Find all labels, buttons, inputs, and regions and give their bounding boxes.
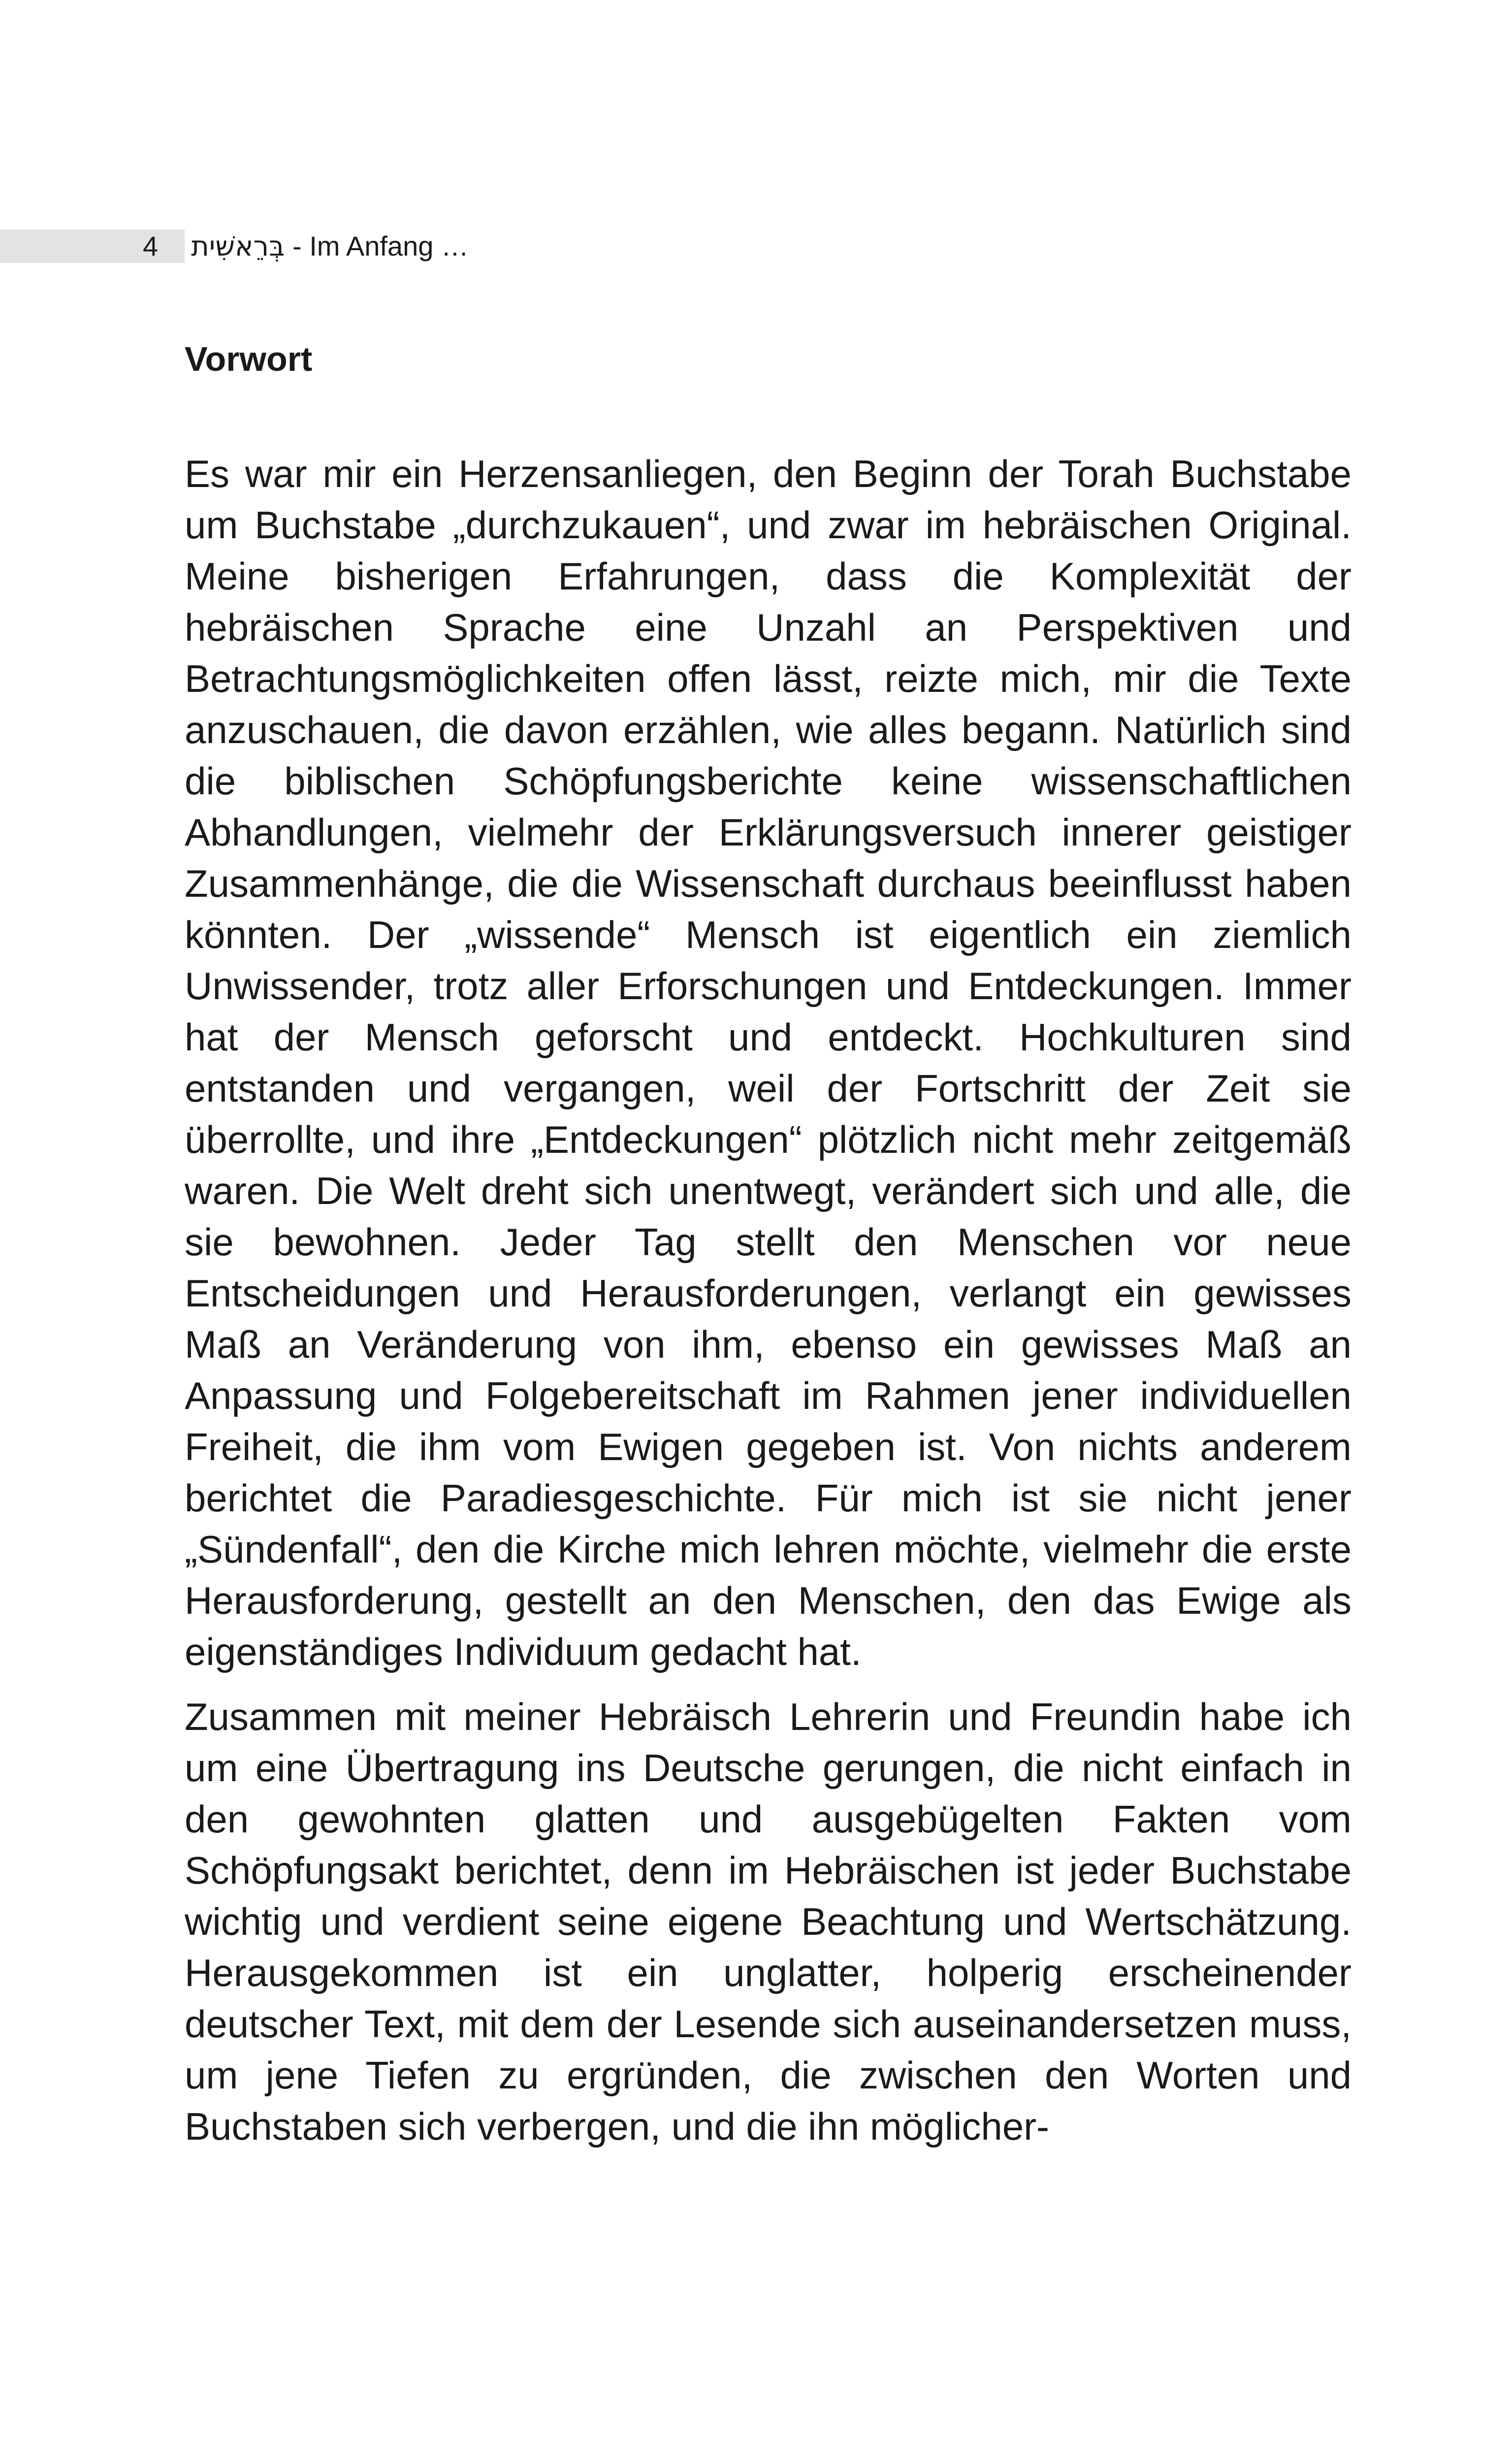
running-head xyxy=(191,229,469,263)
page-number: 4 xyxy=(143,230,159,261)
body-text xyxy=(185,448,1351,2152)
running-head-hebrew: בְּרֵאשִׁית xyxy=(191,230,285,262)
paragraph-1: Es war mir ein Herzensanliegen, den Beginn der Torah Buchstabe um Buchstabe „durchzukauen“, und zwar im hebräischen Original. Meine bisherigen Erfahrungen, dass die Komplexität der hebräischen Sprache eine Unzahl an Perspektiven und Betrachtungsmöglichkeiten offen lässt, reizte mich, mir die Texte anzuschauen, die davon erzählen, wie alles begann. Natürlich sind die biblischen Schöpfungsberichte keine wissenschaftlichen Abhandlungen, vielmehr der Erklärungsversuch innerer geistiger Zusammenhänge, die die Wissenschaft durchaus beeinflusst haben könnten. Der „wissende“ Mensch ist eigentlich ein ziemlich Unwissender, trotz aller Erforschungen und Entdeckungen. Immer hat der Mensch geforscht und entdeckt. Hochkulturen sind entstanden und vergangen, weil der Fortschritt der Zeit sie überrollte, und ihre „Entdeckungen“ plötzlich nicht mehr zeitgemäß waren. Die Welt dreht sich unentwegt, verändert sich und alle, die sie bewohnen. Jeder Tag stellt den Menschen vor neue Entscheidungen und Herausforderungen, verlangt ein gewisses Maß an Veränderung von ihm, ebenso ein gewisses Maß an Anpassung und Folgebereitschaft im Rahmen jener individuellen Freiheit, die ihm vom Ewigen gegeben ist. Von nichts anderem berichtet die Paradiesgeschichte. Für mich ist sie nicht jener „Sündenfall“, den die Kirche mich lehren möchte, vielmehr die erste Herausforderung, gestellt an den Menschen, den das Ewige als eigenständiges Individuum gedacht hat. xyxy=(185,452,1351,1673)
paragraph-2: Zusammen mit meiner Hebräisch Lehrerin und Freundin habe ich um eine Übertragung ins Deutsche gerungen, die nicht einfach in den gewohnten glatten und ausgebügelten Fakten vom Schöpfungsakt berichtet, denn im Hebräischen ist jeder Buchstabe wichtig und verdient seine eigene Beachtung und Wertschätzung. Herausgekommen ist ein unglatter, holperig erscheinender deutscher Text, mit dem der Lesende sich auseinandersetzen muss, um jene Tiefen zu ergründen, die zwischen den Worten und Buchstaben sich verbergen, und die ihn möglicher- xyxy=(185,1695,1351,2148)
section-title: Vorwort xyxy=(185,340,313,378)
running-head-title: - Im Anfang … xyxy=(285,230,469,261)
